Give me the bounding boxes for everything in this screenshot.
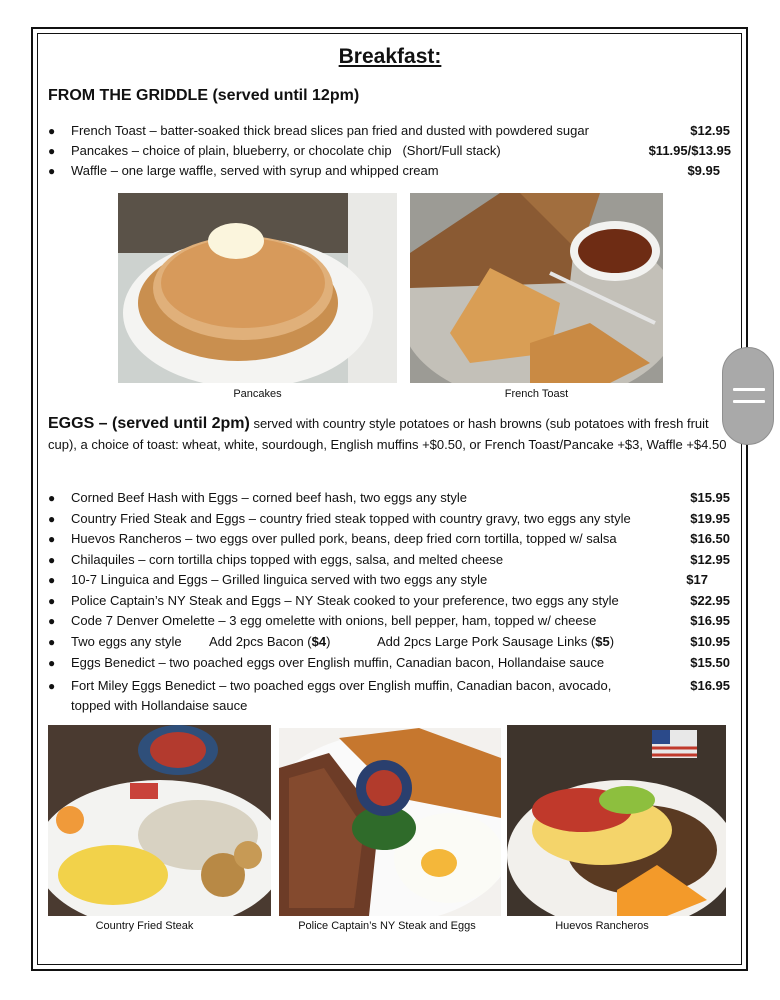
bullet-icon: ● bbox=[48, 679, 56, 693]
item-description: Waffle – one large waffle, served with syrup and whipped cream bbox=[71, 163, 439, 178]
bullet-icon: ● bbox=[48, 491, 56, 505]
item-description: Police Captain’s NY Steak and Eggs – NY Steak cooked to your preference, two eggs any style bbox=[71, 593, 619, 608]
item-price: $16.50 bbox=[690, 531, 730, 546]
handle-grip-icon bbox=[733, 388, 765, 391]
item-price: $15.50 bbox=[690, 655, 730, 670]
page-scroll-handle[interactable] bbox=[722, 347, 774, 445]
bullet-icon: ● bbox=[48, 573, 56, 587]
photo-caption: French Toast bbox=[504, 388, 569, 400]
eggs-description: served with country style potatoes or hash browns (sub potatoes with fresh fruit cup), a choice of toast: wheat, white, sourdough, English muffins +$0.50, or French Toast/Pancake +$3, Waffle +$4.50 bbox=[48, 416, 727, 452]
sausage-addon: Add 2pcs Large Pork Sausage Links ($5) bbox=[377, 634, 615, 649]
bullet-icon: ● bbox=[48, 614, 56, 628]
item-price: $12.95 bbox=[690, 552, 730, 567]
huevos-rancheros-photo bbox=[507, 725, 726, 916]
item-price: $15.95 bbox=[690, 490, 730, 505]
bacon-addon: Add 2pcs Bacon ($4) bbox=[209, 634, 331, 649]
bullet-icon: ● bbox=[48, 656, 56, 670]
item-description bbox=[71, 634, 656, 650]
item-description: 10-7 Linguica and Eggs – Grilled linguica served with two eggs any style bbox=[71, 572, 488, 587]
item-description: Country Fried Steak and Eggs – country fried steak topped with country gravy, two eggs any style bbox=[71, 511, 631, 526]
item-description: Fort Miley Eggs Benedict – two poached eggs over English muffin, Canadian bacon, avocado, topped with Hollandaise sauce bbox=[71, 678, 612, 713]
item-description: Eggs Benedict – two poached eggs over English muffin, Canadian bacon, Hollandaise sauce bbox=[71, 655, 605, 670]
country-fried-steak-photo bbox=[48, 725, 271, 916]
bullet-icon: ● bbox=[48, 594, 56, 608]
item-price: $19.95 bbox=[690, 511, 730, 526]
item-description: French Toast – batter-soaked thick bread slices pan fried and dusted with powdered sugar bbox=[71, 123, 589, 138]
eggs-section-intro bbox=[48, 413, 738, 455]
handle-grip-icon bbox=[733, 400, 765, 403]
item-price: $9.95 bbox=[687, 163, 720, 178]
photo-caption: Country Fried Steak bbox=[95, 920, 194, 932]
two-eggs-label: Two eggs any style bbox=[71, 634, 182, 649]
page-title: Breakfast: bbox=[338, 45, 442, 68]
bullet-icon: ● bbox=[48, 144, 56, 158]
item-price: $10.95 bbox=[690, 634, 730, 649]
bullet-icon: ● bbox=[48, 512, 56, 526]
item-price: $16.95 bbox=[690, 613, 730, 628]
item-price: $11.95/$13.95 bbox=[648, 143, 731, 158]
item-price: $16.95 bbox=[690, 678, 730, 693]
item-price: $17 bbox=[686, 572, 708, 587]
french-toast-photo bbox=[410, 193, 663, 383]
photo-caption: Police Captain’s NY Steak and Eggs bbox=[298, 920, 476, 932]
pancakes-photo bbox=[118, 193, 397, 383]
bullet-icon: ● bbox=[48, 635, 56, 649]
photo-caption: Huevos Rancheros bbox=[555, 920, 649, 932]
bullet-icon: ● bbox=[48, 164, 56, 178]
item-price: $22.95 bbox=[690, 593, 730, 608]
item-description: Pancakes – choice of plain, blueberry, or chocolate chip (Short/Full stack) bbox=[71, 143, 501, 158]
item-description: Code 7 Denver Omelette – 3 egg omelette with onions, bell pepper, ham, topped w/ cheese bbox=[71, 613, 597, 628]
item-description: Huevos Rancheros – two eggs over pulled pork, beans, deep fried corn tortilla, topped w/ salsa bbox=[71, 531, 617, 546]
eggs-heading: EGGS – (served until 2pm) bbox=[48, 415, 250, 432]
bullet-icon: ● bbox=[48, 553, 56, 567]
item-description: Corned Beef Hash with Eggs – corned beef hash, two eggs any style bbox=[71, 490, 468, 505]
item-price: $12.95 bbox=[690, 123, 730, 138]
ny-steak-photo bbox=[279, 728, 501, 916]
bullet-icon: ● bbox=[48, 532, 56, 546]
item-description: Chilaquiles – corn tortilla chips topped with eggs, salsa, and melted cheese bbox=[71, 552, 504, 567]
griddle-heading: FROM THE GRIDDLE (served until 12pm) bbox=[48, 87, 360, 104]
photo-caption: Pancakes bbox=[233, 388, 282, 400]
bullet-icon: ● bbox=[48, 124, 56, 138]
